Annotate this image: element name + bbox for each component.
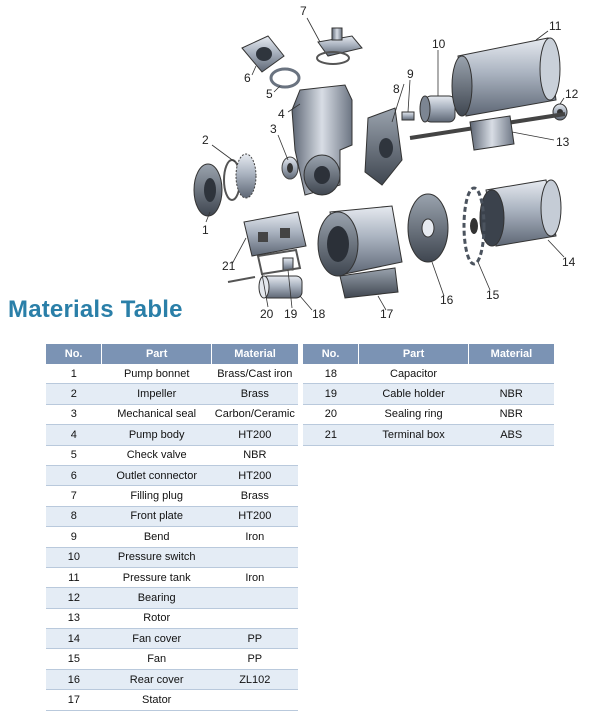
table-row <box>46 404 298 424</box>
cell-material <box>212 608 298 628</box>
cell-part: Bearing <box>102 588 212 608</box>
cell-no: 6 <box>46 465 102 485</box>
table-row <box>303 404 554 424</box>
table-row <box>46 364 298 384</box>
label-17: 17 <box>380 307 394 321</box>
cell-no: 8 <box>46 506 102 526</box>
cell-no: 14 <box>46 629 102 649</box>
cell-part: Pressure switch <box>102 547 212 567</box>
part-pump-bonnet <box>194 164 222 216</box>
cell-no: 13 <box>46 608 102 628</box>
label-8: 8 <box>393 82 400 96</box>
label-21: 21 <box>222 259 236 273</box>
cell-material: ABS <box>468 425 554 445</box>
part-pump-body <box>292 85 352 195</box>
label-5: 5 <box>266 87 273 101</box>
cell-part: Front plate <box>102 506 212 526</box>
cell-no: 5 <box>46 445 102 465</box>
label-15: 15 <box>486 288 500 302</box>
cell-part: Pump bonnet <box>102 364 212 384</box>
cell-part: Capacitor <box>359 364 469 384</box>
cell-no: 21 <box>303 425 359 445</box>
cell-material: PP <box>212 649 298 669</box>
header-part: Part <box>359 344 469 364</box>
cell-no: 9 <box>46 527 102 547</box>
cell-no: 15 <box>46 649 102 669</box>
cell-material <box>212 547 298 567</box>
label-20: 20 <box>260 307 274 321</box>
cell-material: HT200 <box>212 506 298 526</box>
part-stator <box>318 206 402 298</box>
materials-table-left <box>46 344 298 711</box>
cell-no: 18 <box>303 364 359 384</box>
cell-part: Terminal box <box>359 425 469 445</box>
table-row <box>46 425 298 445</box>
header-part: Part <box>102 344 212 364</box>
cell-material: Iron <box>212 527 298 547</box>
cell-part: Rear cover <box>102 669 212 689</box>
cell-material: PP <box>212 629 298 649</box>
page-title: Materials Table <box>8 296 183 323</box>
cell-material: NBR <box>468 404 554 424</box>
cell-material: NBR <box>468 384 554 404</box>
cell-no: 3 <box>46 404 102 424</box>
label-14: 14 <box>562 255 576 269</box>
header-material: Material <box>212 344 298 364</box>
cell-material: HT200 <box>212 425 298 445</box>
header-no: No. <box>303 344 359 364</box>
cell-material: Brass/Cast iron <box>212 364 298 384</box>
part-cable-holder <box>283 258 293 270</box>
table-row <box>46 547 298 567</box>
label-2: 2 <box>202 133 209 147</box>
cell-part: Impeller <box>102 384 212 404</box>
cell-no: 12 <box>46 588 102 608</box>
table-header-row <box>303 344 554 364</box>
cell-part: Cable holder <box>359 384 469 404</box>
table-row <box>46 608 298 628</box>
cell-no: 2 <box>46 384 102 404</box>
table-row <box>46 486 298 506</box>
table-row <box>46 649 298 669</box>
part-check-valve <box>271 69 299 87</box>
part-fan-cover <box>480 180 561 246</box>
label-10: 10 <box>432 37 446 51</box>
label-7: 7 <box>300 4 307 18</box>
table-row <box>46 629 298 649</box>
table-row <box>46 669 298 689</box>
label-11: 11 <box>549 19 562 33</box>
part-bearing <box>553 104 567 120</box>
table-row <box>46 690 298 710</box>
part-rear-cover <box>408 194 448 262</box>
cell-no: 10 <box>46 547 102 567</box>
cell-material <box>212 690 298 710</box>
cell-no: 17 <box>46 690 102 710</box>
label-4: 4 <box>278 107 285 121</box>
table-row <box>46 506 298 526</box>
cell-part: Mechanical seal <box>102 404 212 424</box>
part-bend <box>402 112 414 120</box>
cell-material: NBR <box>212 445 298 465</box>
table-row <box>46 445 298 465</box>
cell-material <box>468 364 554 384</box>
label-19: 19 <box>284 307 298 321</box>
table-row <box>46 384 298 404</box>
cell-no: 1 <box>46 364 102 384</box>
cell-material: Iron <box>212 567 298 587</box>
table-row <box>46 465 298 485</box>
label-3: 3 <box>270 122 277 136</box>
cell-part: Fan <box>102 649 212 669</box>
exploded-pump-diagram <box>0 0 600 325</box>
table-header-row <box>46 344 298 364</box>
table-row <box>46 527 298 547</box>
cell-material: ZL102 <box>212 669 298 689</box>
header-no: No. <box>46 344 102 364</box>
label-1: 1 <box>202 223 209 237</box>
label-18: 18 <box>312 307 326 321</box>
cell-no: 4 <box>46 425 102 445</box>
cell-no: 19 <box>303 384 359 404</box>
part-mechanical-seal <box>282 157 298 179</box>
cell-no: 7 <box>46 486 102 506</box>
part-outlet-connector <box>242 36 284 72</box>
cell-no: 11 <box>46 567 102 587</box>
cell-part: Stator <box>102 690 212 710</box>
table-row <box>303 384 554 404</box>
label-12: 12 <box>565 87 579 101</box>
table-row <box>303 364 554 384</box>
label-13: 13 <box>556 135 570 149</box>
cell-material: Brass <box>212 486 298 506</box>
part-pressure-tank <box>452 38 560 116</box>
cell-part: Sealing ring <box>359 404 469 424</box>
label-16: 16 <box>440 293 454 307</box>
cell-material: Carbon/Ceramic <box>212 404 298 424</box>
cell-material <box>212 588 298 608</box>
table-row <box>303 425 554 445</box>
label-6: 6 <box>244 71 251 85</box>
header-material: Material <box>468 344 554 364</box>
cell-material: Brass <box>212 384 298 404</box>
cell-part: Bend <box>102 527 212 547</box>
part-front-plate <box>365 108 402 185</box>
cell-no: 20 <box>303 404 359 424</box>
materials-table-right <box>303 344 554 446</box>
label-9: 9 <box>407 67 414 81</box>
cell-part: Rotor <box>102 608 212 628</box>
cell-part: Pressure tank <box>102 567 212 587</box>
part-filling-plug <box>317 28 362 64</box>
table-row <box>46 567 298 587</box>
part-impeller <box>224 154 256 200</box>
table-row <box>46 588 298 608</box>
part-pressure-switch <box>420 96 455 122</box>
cell-part: Filling plug <box>102 486 212 506</box>
cell-no: 16 <box>46 669 102 689</box>
cell-part: Outlet connector <box>102 465 212 485</box>
cell-material: HT200 <box>212 465 298 485</box>
cell-part: Pump body <box>102 425 212 445</box>
cell-part: Fan cover <box>102 629 212 649</box>
cell-part: Check valve <box>102 445 212 465</box>
